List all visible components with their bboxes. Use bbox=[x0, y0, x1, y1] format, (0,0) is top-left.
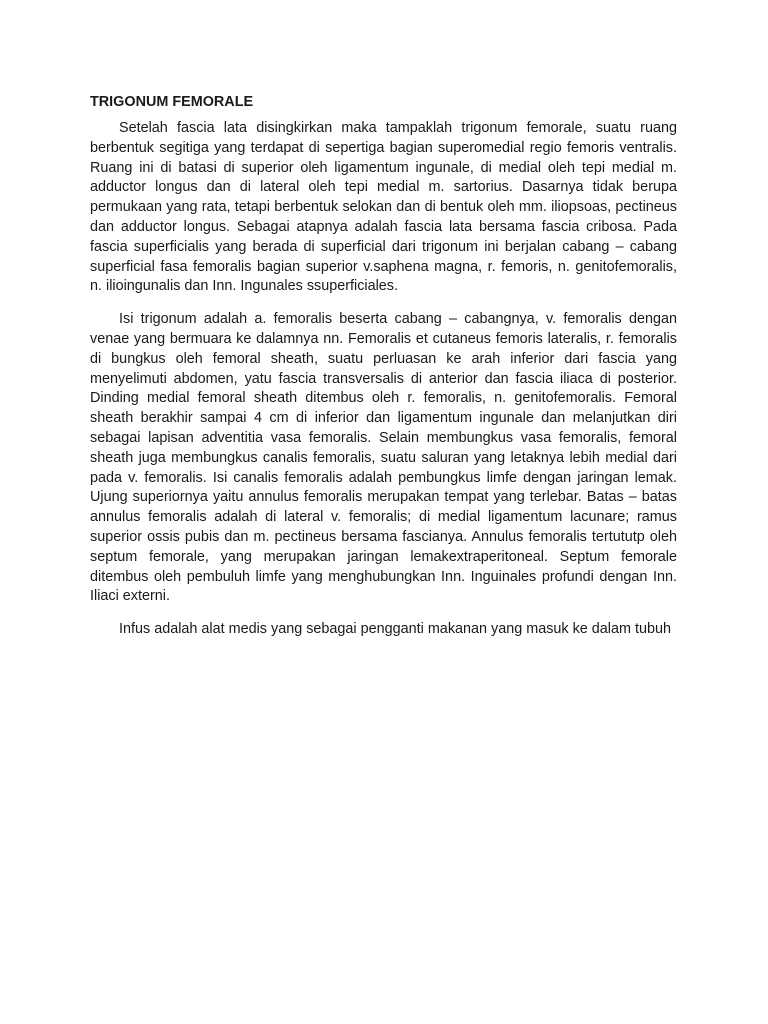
paragraph-1: Setelah fascia lata disingkirkan maka tampaklah trigonum femorale, suatu ruang berbentuk segitiga yang terdapat di sepertiga bagian superomedial regio femoris ventralis. Ruang ini di batasi di superior oleh ligamentum ingunale, di medial oleh tepi medial m. adductor longus dan di lateral oleh tepi medial m. sartorius. Dasarnya tidak berupa permukaan yang rata, tetapi berbentuk selokan dan di bentuk oleh mm. iliopsoas, pectineus dan adductor longus. Sebagai atapnya adalah fascia lata bersama fascia cribosa. Pada fascia superficialis yang berada di superficial dari trigonum ini berjalan cabang – cabang superficial fasa femoralis bagian superior v.saphena magna, r. femoris, n. genitofemoralis, n. ilioingunalis dan Inn. Ingunales ssuperficiales. bbox=[90, 120, 677, 295]
paragraph-2: Isi trigonum adalah a. femoralis beserta cabang – cabangnya, v. femoralis dengan venae yang bermuara ke dalamnya nn. Femoralis et cutaneus femoris lateralis, r. femoralis di bungkus oleh femoral sheath, suatu perluasan ke arah inferior dari fascia yang menyelimuti abdomen, yatu fascia transversalis di anterior dan fascia iliaca di posterior. Dinding medial femoral sheath ditembus oleh r. femoralis, n. genitofemoralis. Femoral sheath berakhir sampai 4 cm di inferior dan ligamentum ingunale dan melanjutkan diri sebagai lapisan adventitia vasa femoralis. Selain membungkus vasa femoralis, femoral sheath juga membungkus canalis femoralis, suatu saluran yang letaknya lebih medial dari pada v. femoralis. Isi canalis femoralis adalah pembungkus limfe dengan jaringan lemak. Ujung superiornya yaitu annulus femoralis merupakan tempat yang terlebar. Batas – batas annulus femoralis adalah di lateral v. femoralis; di medial ligamentum lacunare; ramus superior ossis pubis dan m. pectineus bersama fascianya. Annulus femoralis tertututp oleh septum femorale, yang merupakan jaringan lemakextraperitoneal. Septum femorale ditembus oleh pembuluh limfe yang menghubungkan Inn. Inguinales profundi dengan Inn. Iliaci externi. bbox=[90, 311, 677, 605]
document-page bbox=[90, 92, 677, 653]
document-title: TRIGONUM FEMORALE bbox=[90, 94, 254, 110]
paragraph-3: Infus adalah alat medis yang sebagai pengganti makanan yang masuk ke dalam tubuh bbox=[119, 621, 672, 638]
